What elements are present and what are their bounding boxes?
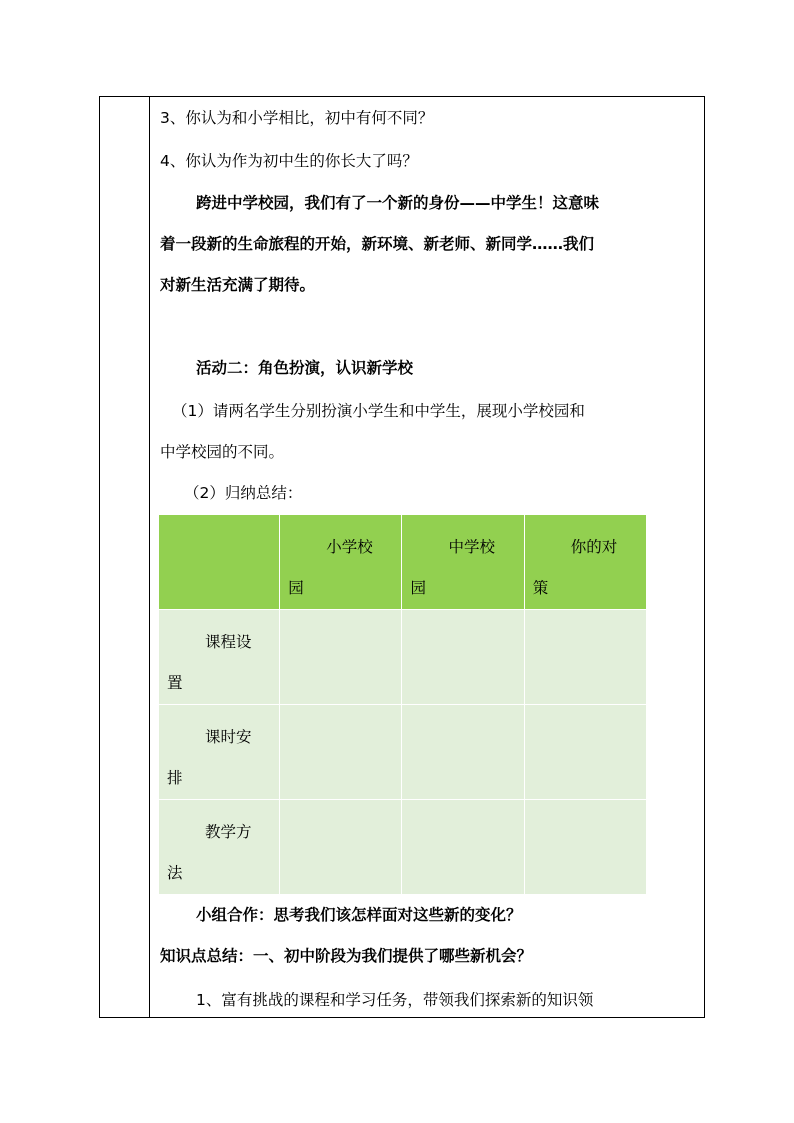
- intro-line-2: 着一段新的生命旅程的开始，新环境、新老师、新同学……我们: [160, 235, 595, 253]
- intro-line-1: 跨进中学校园，我们有了一个新的身份——中学生！这意味: [196, 194, 600, 212]
- group-work-prompt: 小组合作：思考我们该怎样面对这些新的变化？: [196, 906, 522, 924]
- page-frame: [99, 96, 705, 1018]
- row-label-teaching-method: 教学方 法: [159, 800, 280, 895]
- table-cell: [402, 705, 524, 800]
- activity-2-step-2: （2）归纳总结：: [184, 484, 303, 502]
- table-cell: [280, 610, 402, 705]
- header-blank-cell: [159, 515, 280, 610]
- activity-2-title: 活动二：角色扮演，认识新学校: [196, 359, 414, 377]
- summary-table: [158, 514, 647, 895]
- intro-line-3: 对新生活充满了期待。: [160, 276, 316, 294]
- row-label-course-setup: 课程设 置: [159, 610, 280, 705]
- table-cell: [402, 610, 524, 705]
- table-row: [159, 705, 647, 800]
- table-cell: [524, 705, 646, 800]
- table-cell: [280, 705, 402, 800]
- row-label-class-schedule: 课时安 排: [159, 705, 280, 800]
- table-cell: [524, 800, 646, 895]
- knowledge-summary-heading: 知识点总结：一、初中阶段为我们提供了哪些新机会？: [160, 947, 533, 965]
- table-cell: [402, 800, 524, 895]
- header-cell-your-strategy: 你的对 策: [524, 515, 646, 610]
- header-cell-middle-campus: 中学校 园: [402, 515, 524, 610]
- table-row: [159, 800, 647, 895]
- summary-table-header-row: [159, 515, 647, 610]
- activity-2-step-1-line-1: （1）请两名学生分别扮演小学生和中学生，展现小学校园和: [172, 402, 585, 420]
- table-cell: [280, 800, 402, 895]
- header-cell-primary-campus: 小学校 园: [280, 515, 402, 610]
- question-4: 4、你认为作为初中生的你长大了吗？: [160, 152, 418, 170]
- question-3: 3、你认为和小学相比，初中有何不同？: [160, 109, 434, 127]
- left-column: [100, 97, 150, 1017]
- activity-2-step-1-line-2: 中学校园的不同。: [160, 443, 285, 461]
- table-row: [159, 610, 647, 705]
- knowledge-point-1: 1、富有挑战的课程和学习任务，带领我们探索新的知识领: [196, 991, 594, 1009]
- table-cell: [524, 610, 646, 705]
